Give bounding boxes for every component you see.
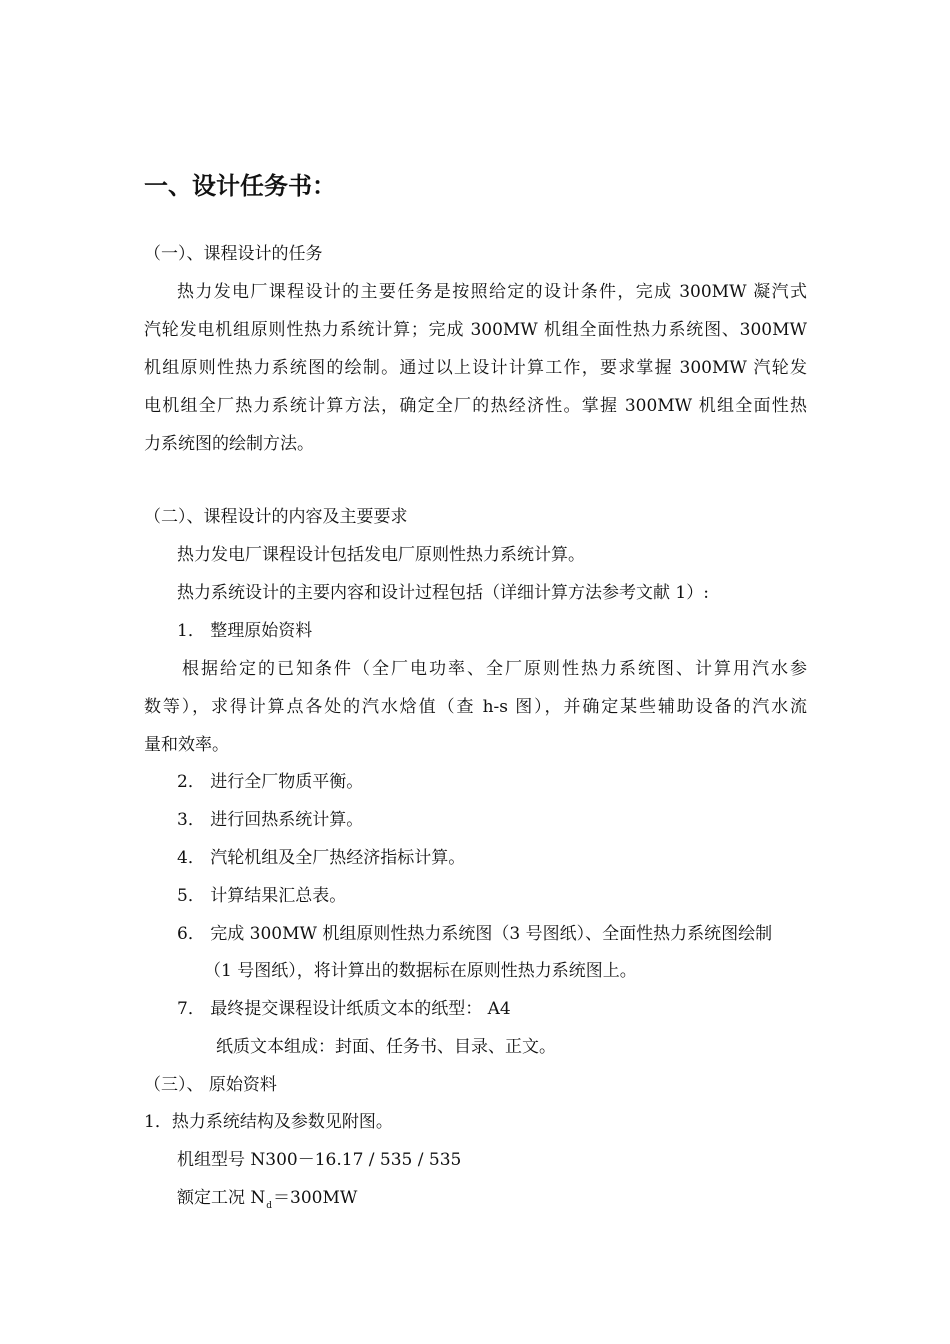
sec1-para-line-3: 机组原则性热力系统图的绘制。通过以上设计计算工作，要求掌握 300MW 汽轮发 <box>144 358 807 378</box>
sec2-intro-2: 热力系统设计的主要内容和设计过程包括（详细计算方法参考文献 1）: <box>177 583 709 603</box>
sec2-item-3: 3． 进行回热系统计算。 <box>177 810 364 830</box>
sec2-item-7: 7． 最终提交课程设计纸质文本的纸型： A4 <box>177 999 511 1019</box>
rated-condition <box>177 1186 357 1213</box>
sec1-para-line-1: 热力发电厂课程设计的主要任务是按照给定的设计条件，完成 300MW 凝汽式 <box>177 282 807 302</box>
section-1-title: （一）、课程设计的任务 <box>144 244 323 264</box>
sec2-item-7-sub: 纸质文本组成：封面、任务书、目录、正文。 <box>216 1037 556 1057</box>
rated-value: ＝300MW <box>273 1188 358 1208</box>
item1-para-line-2: 数等），求得计算点各处的汽水焓值（查 h-s 图），并确定某些辅助设备的汽水流 <box>144 697 807 717</box>
sec2-item-2: 2． 进行全厂物质平衡。 <box>177 772 364 792</box>
item1-para-line-1: 根据给定的已知条件（全厂电功率、全厂原则性热力系统图、计算用汽水参 <box>182 659 807 679</box>
sec1-para-line-2: 汽轮发电机组原则性热力系统计算；完成 300MW 机组全面性热力系统图、300MW <box>144 320 807 340</box>
sec1-para-line-5: 力系统图的绘制方法。 <box>144 434 314 454</box>
rated-prefix: 额定工况 N <box>177 1188 266 1208</box>
sec1-para-line-4: 电机组全厂热力系统计算方法，确定全厂的热经济性。掌握 300MW 机组全面性热 <box>144 396 807 416</box>
sec2-intro-1: 热力发电厂课程设计包括发电厂原则性热力系统计算。 <box>177 545 585 565</box>
sec2-item-4: 4． 汽轮机组及全厂热经济指标计算。 <box>177 848 466 868</box>
sec2-item-6-line-1: 6． 完成 300MW 机组原则性热力系统图（3 号图纸）、全面性热力系统图绘制 <box>177 924 773 944</box>
item1-para-line-3: 量和效率。 <box>144 735 229 755</box>
sec2-item-5: 5． 计算结果汇总表。 <box>177 886 347 906</box>
unit-model: 机组型号 N300－16.17 / 535 / 535 <box>177 1150 462 1170</box>
section-3-title: （三）、 原始资料 <box>144 1075 277 1095</box>
main-heading: 一、设计任务书： <box>144 172 336 200</box>
rated-subscript: d <box>266 1201 273 1211</box>
section-2-title: （二）、课程设计的内容及主要要求 <box>144 507 408 527</box>
sec2-item-1: 1． 整理原始资料 <box>177 621 313 641</box>
sec3-item-1: 1．热力系统结构及参数见附图。 <box>144 1112 393 1132</box>
sec2-item-6-line-2: （1 号图纸），将计算出的数据标在原则性热力系统图上。 <box>204 961 637 981</box>
